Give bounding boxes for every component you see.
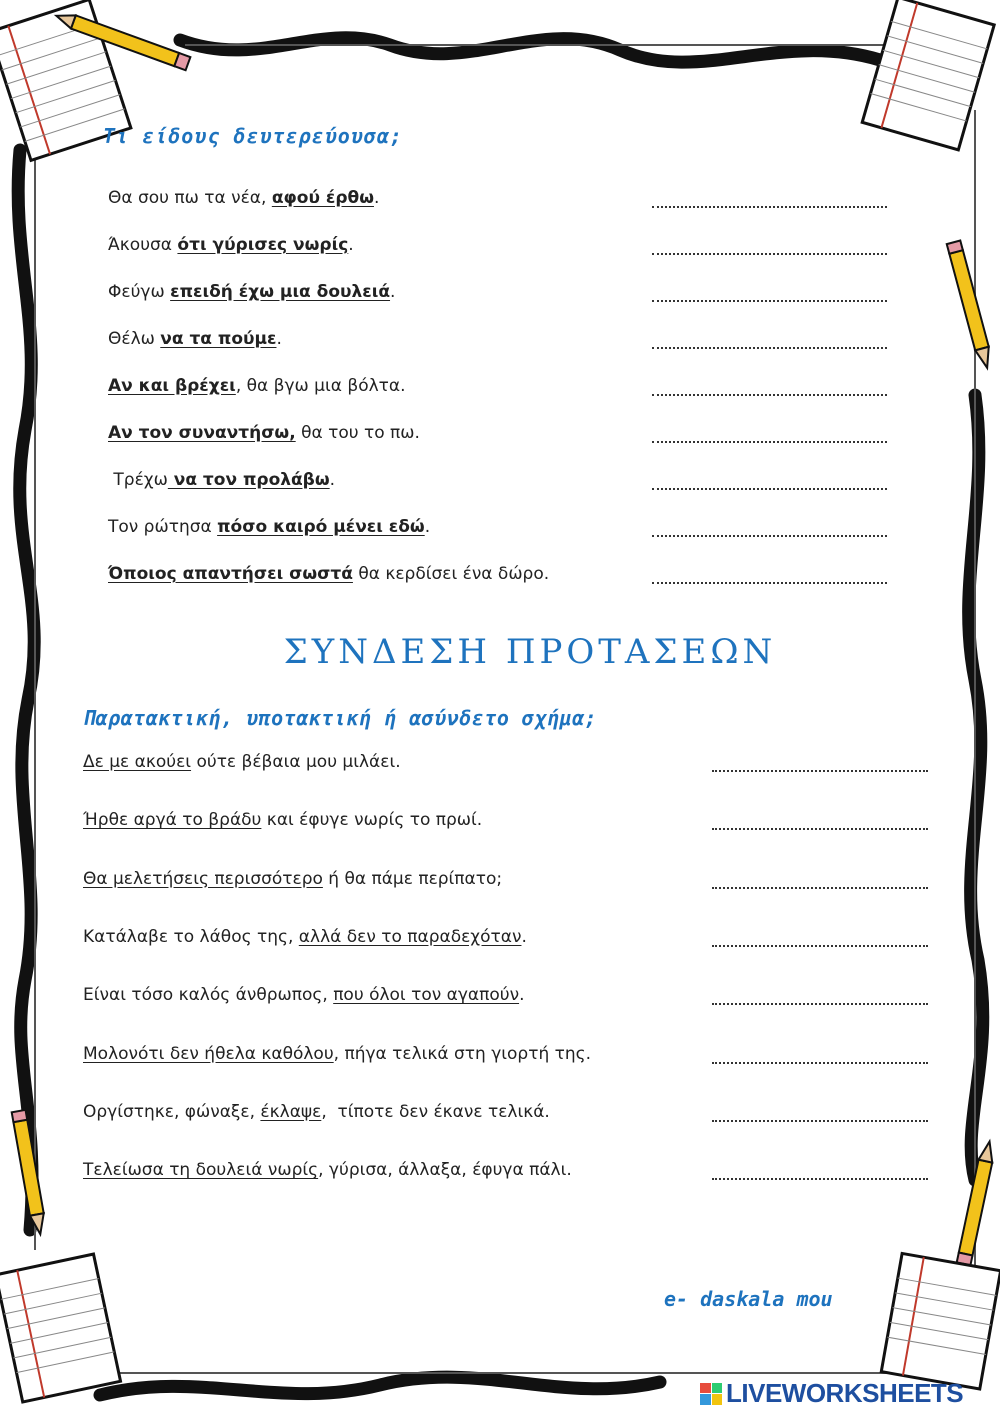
underlined-clause: Ήρθε αργά το βράδυ <box>83 810 262 831</box>
sentence-row <box>108 329 282 349</box>
section1-heading: Τι είδους δευτερεύουσα; <box>103 124 403 148</box>
sentence-text: Άκουσα <box>108 235 178 255</box>
answer-blank[interactable] <box>712 1060 928 1064</box>
section2-heading: Παρατακτική, υποτακτική ή ασύνδετο σχήμα; <box>83 706 598 730</box>
sentence-row <box>108 564 549 584</box>
answer-blank[interactable] <box>712 1001 928 1005</box>
sentence-text: Θέλω <box>108 329 161 349</box>
sentence-row <box>108 376 406 396</box>
answer-blank[interactable] <box>712 943 928 947</box>
sentence-row <box>108 470 335 490</box>
underlined-clause: να τα πούμε <box>160 329 277 349</box>
pencil-icon <box>12 1110 47 1236</box>
sentence-text: Τρέχω <box>108 470 168 490</box>
answer-blank[interactable] <box>712 1176 928 1180</box>
answer-blank[interactable] <box>652 439 887 443</box>
sentence-row <box>83 927 527 947</box>
underlined-clause: Αν τον συναντήσω, <box>108 423 296 443</box>
answer-blank[interactable] <box>652 533 887 537</box>
sentence-row <box>108 235 354 255</box>
logo-icon <box>700 1383 722 1405</box>
sentence-text: , θα βγω μια βόλτα. <box>235 376 406 396</box>
sentence-text: Φεύγω <box>108 282 171 302</box>
answer-blank[interactable] <box>712 826 928 830</box>
sentence-text: Τον ρώτησα <box>108 517 218 537</box>
liveworksheets-logo[interactable] <box>700 1378 963 1409</box>
sentence-text: ή θα πάμε περίπατο; <box>322 868 503 889</box>
answer-blank[interactable] <box>652 580 887 584</box>
sentence-text: . <box>424 517 431 537</box>
sentence-row <box>83 1160 572 1180</box>
sentence-row <box>83 752 401 772</box>
sentence-text: . <box>519 985 525 1006</box>
underlined-clause: να τον προλάβω <box>167 470 330 490</box>
underlined-clause: που όλοι τον αγαπούν <box>333 985 520 1006</box>
sentence-row <box>83 1102 550 1122</box>
sentence-text: , πήγα τελικά στη γιορτή της. <box>333 1043 592 1064</box>
sentence-text: . <box>348 235 354 255</box>
sentence-row <box>108 282 395 302</box>
sentence-row <box>83 985 524 1005</box>
underlined-clause: Δε με ακούει <box>83 752 192 772</box>
sentence-text: . <box>521 926 527 947</box>
sentence-row <box>108 423 420 443</box>
answer-blank[interactable] <box>712 885 928 889</box>
page-title: ΣΥΝΔΕΣΗ ΠΡΟΤΑΣΕΩΝ <box>283 632 777 672</box>
sentence-row <box>108 188 379 208</box>
underlined-clause: Αν και βρέχει <box>108 376 236 396</box>
underlined-clause: επειδή έχω μια δουλειά <box>170 282 391 302</box>
pencil-icon <box>947 240 994 369</box>
underlined-clause: Τελείωσα τη δουλειά νωρίς <box>83 1160 319 1181</box>
sentence-row <box>108 517 430 537</box>
sentence-text: . <box>329 470 336 490</box>
underlined-clause: ότι γύρισες νωρίς <box>177 235 349 255</box>
sentence-text: θα κερδίσει ένα δώρο. <box>352 564 550 584</box>
sentence-text: και έφυγε νωρίς το πρωί. <box>261 810 483 831</box>
underlined-clause: Θα μελετήσεις περισσότερο <box>83 868 323 889</box>
sentence-text: , τίποτε δεν έκανε τελικά. <box>321 1101 550 1122</box>
sentence-text: ούτε βέβαια μου μιλάει. <box>191 752 401 772</box>
underlined-clause: αλλά δεν το παραδεχόταν <box>298 926 522 947</box>
answer-blank[interactable] <box>652 486 887 490</box>
sentence-text: Κατάλαβε το λάθος της, <box>83 926 299 947</box>
underlined-clause: Όποιος απαντήσει σωστά <box>108 564 353 584</box>
author-signature: e- daskala mou <box>664 1287 833 1311</box>
underlined-clause: Μολονότι δεν ήθελα καθόλου <box>83 1043 334 1064</box>
sentence-text: . <box>276 329 282 349</box>
sentence-row <box>83 869 502 889</box>
notebook-paper-icon <box>881 1253 1000 1389</box>
answer-blank[interactable] <box>652 204 887 208</box>
sentence-text: θα του το πω. <box>295 423 420 443</box>
sentence-text: Θα σου πω τα νέα, <box>108 188 272 208</box>
answer-blank[interactable] <box>652 392 887 396</box>
answer-blank[interactable] <box>712 768 928 772</box>
sentence-text: Είναι τόσο καλός άνθρωπος, <box>83 985 334 1006</box>
sentence-row <box>83 810 482 830</box>
sentence-text: Οργίστηκε, φώναξε, <box>83 1101 261 1122</box>
sentence-row <box>83 1044 591 1064</box>
answer-blank[interactable] <box>652 298 887 302</box>
underlined-clause: πόσο καιρό μένει εδώ <box>217 517 425 537</box>
sentence-text: . <box>373 188 380 208</box>
underlined-clause: αφού έρθω <box>271 188 374 208</box>
logo-text: LIVEWORKSHEETS <box>726 1378 964 1408</box>
sentence-text: , γύρισα, άλλαξα, έφυγα πάλι. <box>318 1160 572 1181</box>
underlined-clause: έκλαψε <box>260 1101 322 1122</box>
notebook-paper-icon <box>0 1254 121 1402</box>
answer-blank[interactable] <box>712 1118 928 1122</box>
answer-blank[interactable] <box>652 345 887 349</box>
answer-blank[interactable] <box>652 251 887 255</box>
sentence-text: . <box>390 282 396 302</box>
